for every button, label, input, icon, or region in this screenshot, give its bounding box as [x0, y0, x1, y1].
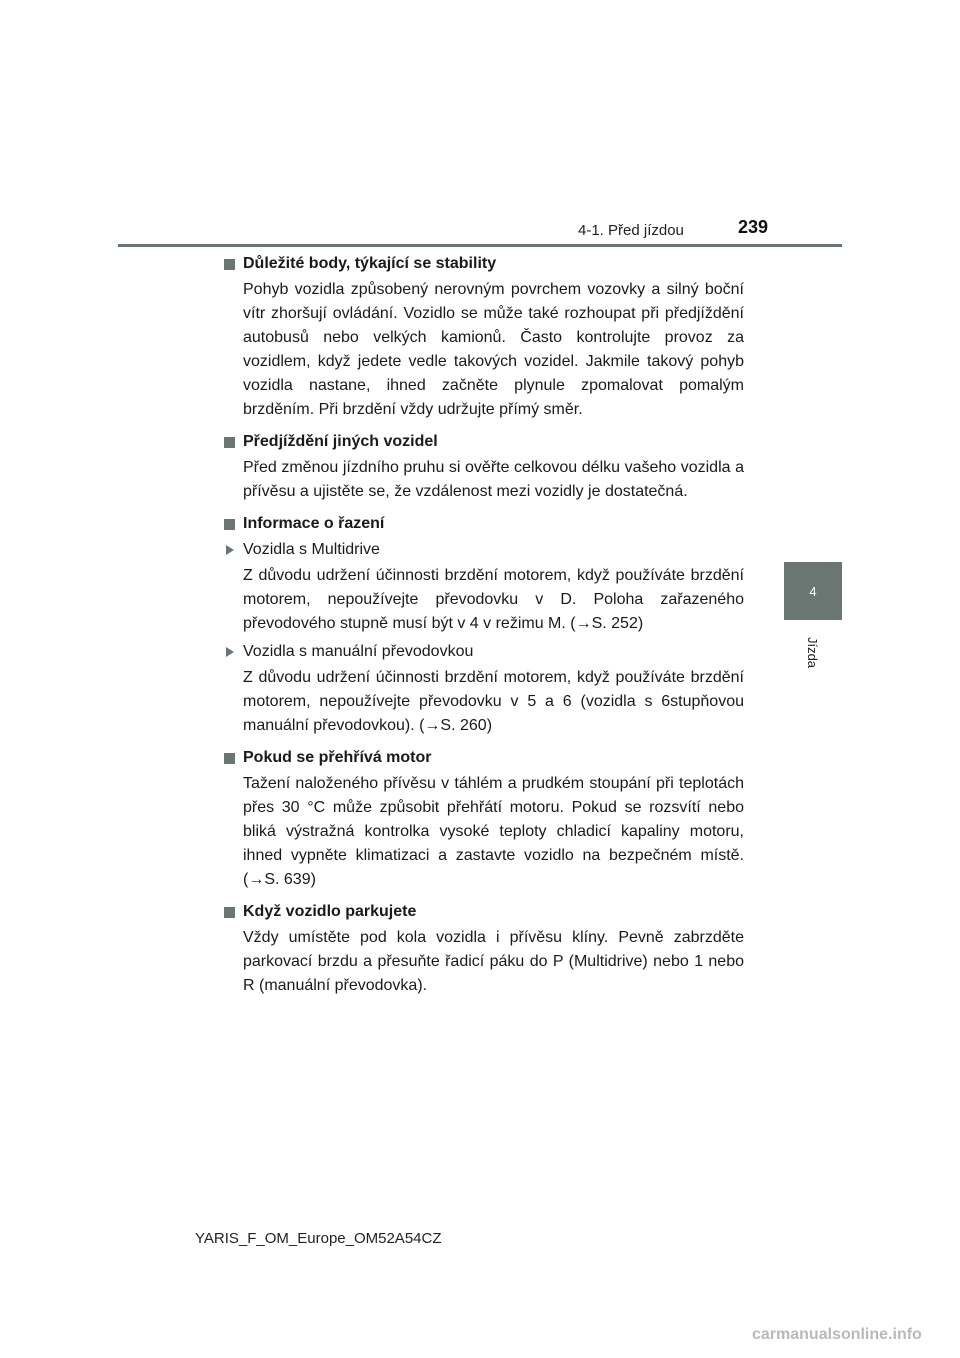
section-shifting	[222, 512, 744, 738]
sub-bullet-text: Vozidla s manuální převodovkou	[243, 643, 474, 660]
square-bullet-icon	[224, 259, 235, 270]
sub-bullet-text: Vozidla s Multidrive	[243, 541, 380, 558]
section-overtaking	[222, 430, 744, 504]
section-paragraph: Před změnou jízdního pruhu si ověřte celkovou délku vašeho vozidla a přívěsu a ujistěte se, že vzdálenost mezi vozidly je dostatečná.	[243, 459, 744, 500]
chapter-label-text: Jízda	[805, 636, 821, 668]
footer-doc-id: YARIS_F_OM_Europe_OM52A54CZ	[195, 1230, 442, 1247]
section-overheating	[222, 746, 744, 892]
section-paragraph: Z důvodu udržení účinnosti brzdění motorem, když používáte brzdění motorem, nepoužívejte převodovku v D. Poloha zařazeného převodového stupně musí být v 4 v režimu M. (→S. 252)	[243, 567, 744, 632]
header-rule	[118, 244, 842, 247]
square-bullet-icon	[224, 519, 235, 530]
content	[222, 252, 744, 1006]
section-heading	[222, 252, 744, 276]
sub-bullet	[222, 538, 744, 562]
section-heading	[222, 900, 744, 924]
chapter-number: 4	[809, 583, 817, 599]
section-heading	[222, 512, 744, 536]
chapter-label	[784, 624, 842, 680]
chapter-tab	[784, 562, 842, 620]
sub-bullet	[222, 640, 744, 664]
triangle-bullet-icon	[226, 647, 234, 657]
square-bullet-icon	[224, 437, 235, 448]
section-parking	[222, 900, 744, 998]
section-heading	[222, 430, 744, 454]
heading-text: Informace o řazení	[243, 515, 385, 532]
heading-text: Předjíždění jiných vozidel	[243, 433, 438, 450]
header-section-title: 4-1. Před jízdou	[578, 222, 684, 239]
section-paragraph: Vždy umístěte pod kola vozidla i přívěsu klíny. Pevně zabrzděte parkovací brzdu a přesuňte řadicí páku do P (Multidrive) nebo 1 nebo R (manuální převodovka).	[243, 929, 744, 994]
watermark: carmanualsonline.info	[752, 1326, 922, 1343]
section-paragraph: Pohyb vozidla způsobený nerovným povrchem vozovky a silný boční vítr zhoršují ovládání. Vozidlo se může také rozhoupat při předjíždění autobusů nebo velkých kamionů. Často kontrolujte provoz za vozidlem, když jedete vedle takových vozidel. Jakmile takový pohyb vozidla nastane, ihned začněte plynule zpomalovat pomalým brzděním. Při brzdění vždy udržujte přímý směr.	[243, 281, 744, 418]
square-bullet-icon	[224, 907, 235, 918]
triangle-bullet-icon	[226, 545, 234, 555]
square-bullet-icon	[224, 753, 235, 764]
heading-text: Důležité body, týkající se stability	[243, 255, 497, 272]
section-paragraph: Tažení naloženého přívěsu v táhlém a prudkém stoupání při teplotách přes 30 °C může způsobit přehřátí motoru. Pokud se rozsvítí nebo bliká výstražná kontrolka vysoké teploty chladicí kapaliny motoru, ihned vypněte klimatizaci a zastavte vozidlo na bezpečném místě. (→S. 639)	[243, 775, 744, 888]
heading-text: Pokud se přehřívá motor	[243, 749, 432, 766]
section-heading	[222, 746, 744, 770]
page-number: 239	[738, 217, 769, 237]
section-paragraph: Z důvodu udržení účinnosti brzdění motorem, když používáte brzdění motorem, nepoužívejte převodovku v 5 a 6 (vozidla s 6stupňovou manuální převodovkou). (→S. 260)	[243, 669, 744, 734]
section-stability	[222, 252, 744, 422]
heading-text: Když vozidlo parkujete	[243, 903, 417, 920]
